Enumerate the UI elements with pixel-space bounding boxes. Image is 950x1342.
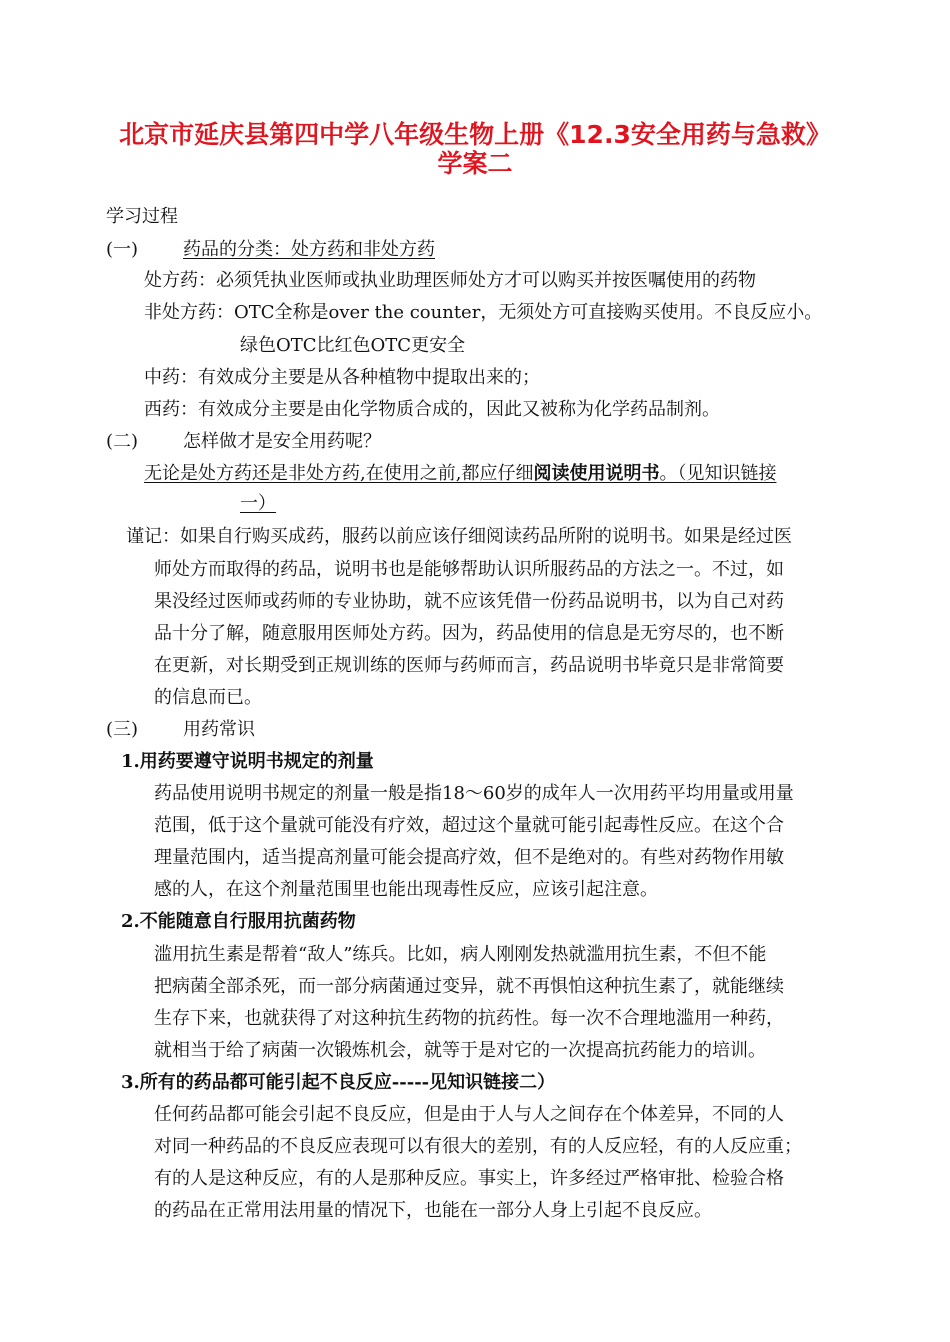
instruction-text: 无论是处方药还是非处方药,在使用之前,都应仔细 — [144, 463, 534, 484]
note-line: 的信息而已。 — [154, 687, 262, 708]
section-1-heading: 药品的分类：处方药和非处方药 — [183, 239, 435, 260]
item-3-line: 对同一种药品的不良反应表现可以有很大的差别，有的人反应轻，有的人反应重； — [154, 1136, 802, 1157]
note-line: 果没经过医师或药师的专业协助，就不应该凭借一份药品说明书，以为自己对药 — [154, 591, 784, 612]
chinese-medicine: 中药：有效成分主要是从各种植物中提取出来的； — [144, 367, 540, 388]
instruction-link-ref-cont: 一） — [240, 493, 276, 514]
item-2-title: 2.不能随意自行服用抗菌药物 — [121, 911, 356, 932]
title-line-2: 学案二 — [437, 149, 513, 178]
item-2-line: 把病菌全部杀死，而一部分病菌通过变异，就不再惧怕这种抗生素了，就能继续 — [154, 976, 784, 997]
rx-definition: 处方药：必须凭执业医师或执业助理医师处方才可以购买并按医嘱使用的药物 — [144, 270, 756, 291]
instruction-line — [144, 463, 776, 485]
item-2-line: 生存下来，也就获得了对这种抗生药物的抗药性。每一次不合理地滥用一种药， — [154, 1008, 784, 1029]
section-3-heading: 用药常识 — [183, 719, 255, 740]
otc-definition: 非处方药：OTC全称是over the counter，无须处方可直接购买使用。不良反应小。 — [144, 302, 823, 323]
note-line: 在更新，对长期受到正规训练的医师与药师而言，药品说明书毕竟只是非常简要 — [154, 655, 784, 676]
item-3-line: 任何药品都可能会引起不良反应，但是由于人与人之间存在个体差异，不同的人 — [154, 1104, 784, 1125]
instruction-emphasis: 阅读使用说明书 — [533, 463, 660, 484]
title-line-1: 北京市延庆县第四中学八年级生物上册《12.3安全用药与急救》 — [119, 120, 831, 149]
item-1-line: 感的人，在这个剂量范围里也能出现毒性反应，应该引起注意。 — [154, 879, 658, 900]
item-2-line: 就相当于给了病菌一次锻炼机会，就等于是对它的一次提高抗药能力的培训。 — [154, 1040, 766, 1061]
note-line: 品十分了解，随意服用医师处方药。因为，药品使用的信息是无穷尽的，也不断 — [154, 623, 784, 644]
note-line: 师处方而取得的药品，说明书也是能够帮助认识所服药品的方法之一。不过，如 — [154, 559, 784, 580]
instruction-link-ref: 。（见知识链接 — [659, 463, 777, 484]
section-2-number: (二) — [106, 431, 139, 452]
western-medicine: 西药：有效成分主要是由化学物质合成的，因此又被称为化学药品制剂。 — [144, 399, 720, 420]
item-3-line: 有的人是这种反应，有的人是那种反应。事实上，许多经过严格审批、检验合格 — [154, 1168, 784, 1189]
item-1-title: 1.用药要遵守说明书规定的剂量 — [121, 751, 374, 772]
item-3-line: 的药品在正常用法用量的情况下，也能在一部分人身上引起不良反应。 — [154, 1200, 712, 1221]
note-line: 谨记：如果自行购买成药，服药以前应该仔细阅读药品所附的说明书。如果是经过医 — [126, 526, 792, 547]
section-2-heading: 怎样做才是安全用药呢？ — [183, 431, 381, 452]
item-1-line: 范围，低于这个量就可能没有疗效，超过这个量就可能引起毒性反应。在这个合 — [154, 815, 784, 836]
item-3-title: 3.所有的药品都可能引起不良反应-----见知识链接二） — [121, 1072, 556, 1093]
item-1-line: 理量范围内，适当提高剂量可能会提高疗效，但不是绝对的。有些对药物作用敏 — [154, 847, 784, 868]
section-1-number: (一) — [106, 239, 139, 260]
process-label: 学习过程 — [106, 206, 178, 227]
item-2-line: 滥用抗生素是帮着“敌人”练兵。比如，病人刚刚发热就滥用抗生素，不但不能 — [154, 944, 767, 965]
otc-note: 绿色OTC比红色OTC更安全 — [240, 335, 466, 356]
item-1-line: 药品使用说明书规定的剂量一般是指18～60岁的成年人一次用药平均用量或用量 — [154, 783, 794, 804]
section-3-number: (三) — [106, 719, 139, 740]
